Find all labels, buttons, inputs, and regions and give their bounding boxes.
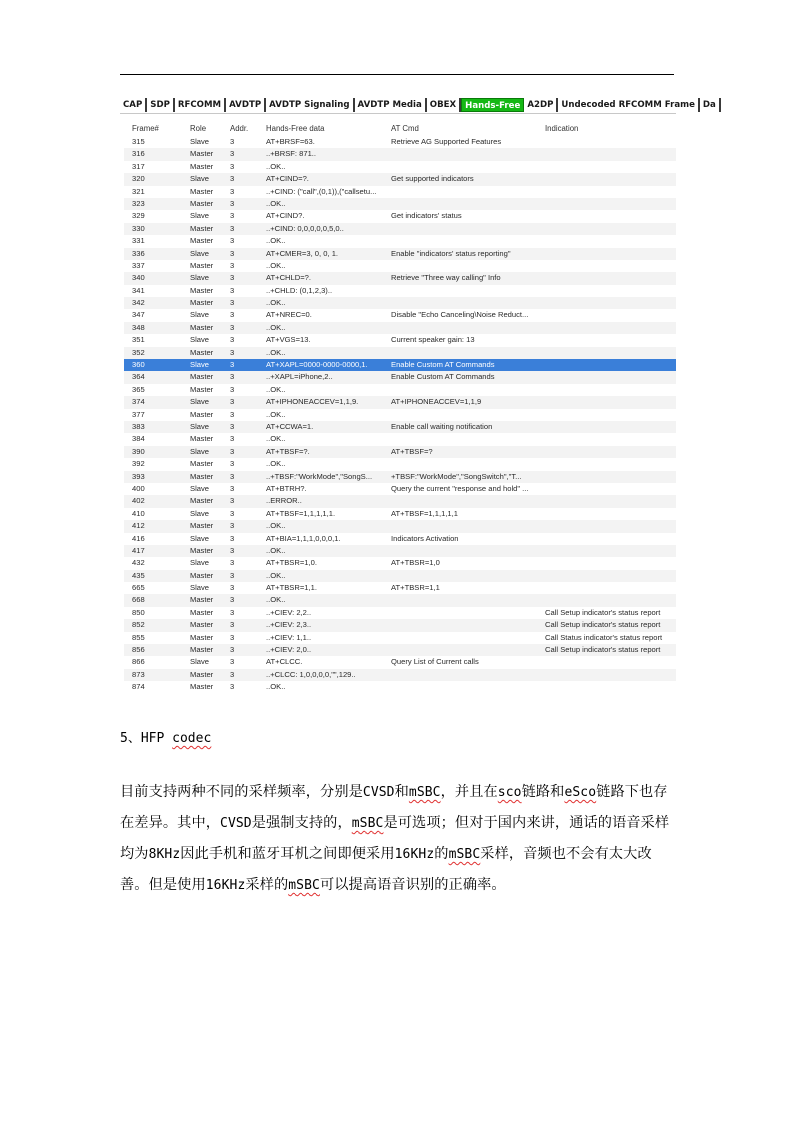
frame-cell: 416 [132, 533, 145, 543]
term-msbc: mSBC [408, 785, 441, 800]
frame-cell: 365 [132, 384, 145, 394]
at-cmd-cell: Get supported indicators [391, 174, 474, 184]
role-cell: Master [190, 347, 214, 357]
role-cell: Master [190, 545, 214, 555]
frame-cell: 874 [132, 682, 145, 692]
hands-free-data-cell: AT+CHLD=?. [266, 273, 312, 283]
addr-cell: 3 [230, 496, 235, 506]
page-header-rule [120, 74, 674, 75]
hands-free-data-cell: ..OK.. [266, 161, 286, 171]
role-cell: Slave [190, 174, 209, 184]
addr-cell: 3 [230, 335, 235, 345]
addr-cell: 3 [230, 459, 235, 469]
addr-cell: 3 [230, 409, 235, 419]
addr-cell: 3 [230, 521, 235, 531]
table-row[interactable] [124, 495, 676, 507]
role-cell: Master [190, 632, 214, 642]
table-row[interactable] [124, 148, 676, 160]
role-cell: Master [190, 434, 214, 444]
tab-cap[interactable]: CAP [120, 98, 147, 112]
addr-cell: 3 [230, 285, 235, 295]
table-row[interactable] [124, 210, 676, 222]
role-cell: Master [190, 570, 214, 580]
addr-cell: 3 [230, 669, 235, 679]
table-row[interactable] [124, 161, 676, 173]
frame-cell: 417 [132, 545, 145, 555]
role-cell: Master [190, 669, 214, 679]
frame-cell: 402 [132, 496, 145, 506]
addr-cell: 3 [230, 558, 235, 568]
hands-free-data-cell: ..OK.. [266, 570, 286, 580]
term-16khz: 16KHz [205, 878, 246, 893]
addr-cell: 3 [230, 198, 235, 208]
hands-free-data-cell: ..OK.. [266, 521, 286, 531]
hands-free-data-cell: AT+VGS=13. [266, 335, 311, 345]
addr-cell: 3 [230, 483, 235, 493]
text-run: 采样，音频也不会有太大改善。但是使用 [120, 846, 652, 893]
column-header-frame[interactable]: Frame# [132, 124, 159, 133]
table-row[interactable] [124, 371, 676, 383]
frame-cell: 351 [132, 335, 145, 345]
heading-number: 5、HFP [120, 731, 173, 746]
role-cell: Master [190, 322, 214, 332]
hands-free-data-cell: ..+CIEV: 2,0.. [266, 645, 312, 655]
hands-free-data-cell: ..OK.. [266, 198, 286, 208]
table-row[interactable] [124, 272, 676, 284]
frame-cell: 330 [132, 223, 145, 233]
role-cell: Master [190, 409, 214, 419]
table-row[interactable] [124, 483, 676, 495]
table-row[interactable] [124, 136, 676, 148]
addr-cell: 3 [230, 595, 235, 605]
hands-free-data-cell: ..OK.. [266, 322, 286, 332]
indication-cell: Call Setup indicator's status report [545, 645, 661, 655]
term-esco: eSco [564, 785, 597, 800]
hands-free-data-cell: ..+TBSF:"WorkMode","SongS... [266, 471, 373, 481]
tab-avdtp-signaling[interactable]: AVDTP Signaling [266, 98, 354, 112]
frame-cell: 336 [132, 248, 145, 258]
role-cell: Slave [190, 421, 209, 431]
role-cell: Master [190, 372, 214, 382]
hands-free-data-cell: ..OK.. [266, 409, 286, 419]
role-cell: Master [190, 496, 214, 506]
at-cmd-cell: AT+TBSR=1,1 [391, 583, 440, 593]
table-row[interactable] [124, 607, 676, 619]
addr-cell: 3 [230, 372, 235, 382]
hands-free-data-cell: AT+NREC=0. [266, 310, 312, 320]
text-run: 采样的 [245, 877, 289, 893]
addr-cell: 3 [230, 322, 235, 332]
role-cell: Slave [190, 137, 209, 146]
role-cell: Slave [190, 310, 209, 320]
frame-cell: 432 [132, 558, 145, 568]
table-row[interactable] [124, 545, 676, 557]
frame-cell: 384 [132, 434, 145, 444]
role-cell: Slave [190, 533, 209, 543]
frame-cell: 850 [132, 607, 145, 617]
frame-cell: 873 [132, 669, 145, 679]
table-row[interactable] [124, 656, 676, 668]
frame-cell: 315 [132, 137, 145, 146]
table-row[interactable] [124, 235, 676, 247]
at-cmd-cell: Get indicators' status [391, 211, 462, 221]
addr-cell: 3 [230, 446, 235, 456]
table-row[interactable] [124, 433, 676, 445]
frame-cell: 393 [132, 471, 145, 481]
frame-cell: 668 [132, 595, 145, 605]
term-16khz: 16KHz [394, 847, 435, 862]
role-cell: Slave [190, 360, 209, 370]
term-msbc: mSBC [448, 847, 481, 862]
hands-free-data-cell: ..OK.. [266, 236, 286, 246]
protocol-tab-bar [120, 98, 716, 114]
role-cell: Master [190, 161, 214, 171]
hands-free-data-cell: AT+CCWA=1. [266, 421, 314, 431]
at-cmd-cell: Enable "indicators' status reporting" [391, 248, 511, 258]
table-row[interactable] [124, 384, 676, 396]
role-cell: Slave [190, 583, 209, 593]
frame-cell: 665 [132, 583, 145, 593]
addr-cell: 3 [230, 211, 235, 221]
at-cmd-cell: Query List of Current calls [391, 657, 479, 667]
tab-rfcomm[interactable]: RFCOMM [175, 98, 226, 112]
addr-cell: 3 [230, 533, 235, 543]
addr-cell: 3 [230, 570, 235, 580]
addr-cell: 3 [230, 620, 235, 630]
frame-cell: 342 [132, 298, 145, 308]
table-row[interactable] [124, 396, 676, 408]
table-row[interactable] [124, 669, 676, 681]
role-cell: Master [190, 149, 214, 159]
table-row[interactable] [124, 223, 676, 235]
hands-free-data-cell: AT+CLCC. [266, 657, 303, 667]
role-cell: Slave [190, 446, 209, 456]
hands-free-data-cell: ..+XAPL=iPhone,2.. [266, 372, 333, 382]
hands-free-data-cell: AT+TBSR=1,1. [266, 583, 317, 593]
column-header-indication[interactable]: Indication [545, 124, 579, 133]
tab-a2dp[interactable]: A2DP [524, 98, 558, 112]
table-row[interactable] [124, 173, 676, 185]
column-header-role[interactable]: Role [190, 124, 207, 133]
text-run: 和 [394, 784, 409, 800]
frame-cell: 866 [132, 657, 145, 667]
table-row[interactable] [124, 632, 676, 644]
addr-cell: 3 [230, 545, 235, 555]
addr-cell: 3 [230, 236, 235, 246]
table-row[interactable] [124, 508, 676, 520]
column-header-addr[interactable]: Addr. [230, 124, 249, 133]
hands-free-data-cell: ..OK.. [266, 260, 286, 270]
frame-cell: 400 [132, 483, 145, 493]
addr-cell: 3 [230, 174, 235, 184]
tab-avdtp-media[interactable]: AVDTP Media [355, 98, 427, 112]
text-run: 目前支持两种不同的采样频率，分别是 [120, 784, 363, 800]
hands-free-data-cell: ..OK.. [266, 384, 286, 394]
tab-undecoded-rfcomm-frame[interactable]: Undecoded RFCOMM Frame [558, 98, 700, 112]
term-cvsd: CVSD [362, 785, 395, 800]
heading-codec-word: codec [172, 731, 212, 746]
table-header-row [124, 122, 676, 136]
addr-cell: 3 [230, 583, 235, 593]
hands-free-data-cell: AT+BRSF=63. [266, 137, 315, 146]
addr-cell: 3 [230, 260, 235, 270]
tab-avdtp[interactable]: AVDTP [226, 98, 266, 112]
frame-cell: 855 [132, 632, 145, 642]
at-cmd-cell: Indicators Activation [391, 533, 459, 543]
frame-cell: 347 [132, 310, 145, 320]
addr-cell: 3 [230, 384, 235, 394]
at-cmd-cell: Query the current "response and hold" ... [391, 483, 529, 493]
addr-cell: 3 [230, 149, 235, 159]
hands-free-data-cell: ..+CHLD: (0,1,2,3).. [266, 285, 333, 295]
hands-free-data-cell: AT+CIND?. [266, 211, 305, 221]
role-cell: Slave [190, 657, 209, 667]
table-row[interactable] [124, 186, 676, 198]
role-cell: Master [190, 260, 214, 270]
table-row[interactable] [124, 421, 676, 433]
hands-free-data-cell: ..OK.. [266, 545, 286, 555]
addr-cell: 3 [230, 471, 235, 481]
frame-cell: 360 [132, 360, 145, 370]
text-run: 是可选项；但对于国内来讲，通话的语音采样均为 [120, 815, 670, 862]
tab-hands-free[interactable]: Hands-Free [461, 98, 524, 112]
table-row[interactable] [124, 309, 676, 321]
addr-cell: 3 [230, 310, 235, 320]
table-row[interactable] [124, 644, 676, 656]
hands-free-data-cell: AT+XAPL=0000-0000-0000,1. [266, 360, 368, 370]
table-row[interactable] [124, 322, 676, 334]
at-cmd-cell: AT+IPHONEACCEV=1,1,9 [391, 397, 482, 407]
table-row[interactable] [124, 409, 676, 421]
hands-free-data-cell: ..OK.. [266, 459, 286, 469]
table-row[interactable] [124, 557, 676, 569]
role-cell: Slave [190, 335, 209, 345]
text-run: 链路下也存在差异。其中， [120, 784, 668, 831]
addr-cell: 3 [230, 632, 235, 642]
frame-cell: 392 [132, 459, 145, 469]
text-run: 是强制支持的， [251, 815, 352, 831]
role-cell: Master [190, 198, 214, 208]
frame-cell: 383 [132, 421, 145, 431]
frame-cell: 374 [132, 397, 145, 407]
table-row[interactable] [124, 570, 676, 582]
role-cell: Slave [190, 397, 209, 407]
hands-free-data-cell: ..OK.. [266, 682, 286, 692]
role-cell: Master [190, 384, 214, 394]
at-cmd-cell: +TBSF:"WorkMode","SongSwitch","T... [391, 471, 522, 481]
table-row[interactable] [124, 471, 676, 483]
hands-free-data-cell: AT+TBSF=1,1,1,1,1. [266, 508, 336, 518]
frame-cell: 390 [132, 446, 145, 456]
hands-free-data-cell: ..+CLCC: 1,0,0,0,0,"",129.. [266, 669, 356, 679]
role-cell: Slave [190, 248, 209, 258]
hands-free-data-cell: ..OK.. [266, 298, 286, 308]
indication-cell: Call Status indicator's status report [545, 632, 663, 642]
column-header-at-cmd[interactable]: AT Cmd [391, 124, 419, 133]
addr-cell: 3 [230, 397, 235, 407]
frame-cell: 341 [132, 285, 145, 295]
table-row[interactable] [124, 359, 676, 371]
at-cmd-cell: AT+TBSR=1,0 [391, 558, 440, 568]
role-cell: Master [190, 595, 214, 605]
hands-free-data-cell: AT+TBSR=1,0. [266, 558, 317, 568]
at-cmd-cell: Disable "Echo Canceling\Noise Reduct... [391, 310, 529, 320]
frame-cell: 377 [132, 409, 145, 419]
at-cmd-cell: Retrieve "Three way calling" Info [391, 273, 501, 283]
indication-cell: Call Setup indicator's status report [545, 607, 661, 617]
frame-cell: 316 [132, 149, 145, 159]
role-cell: Slave [190, 273, 209, 283]
addr-cell: 3 [230, 248, 235, 258]
role-cell: Master [190, 186, 214, 196]
tab-da[interactable]: Da [700, 98, 721, 112]
addr-cell: 3 [230, 645, 235, 655]
frame-cell: 329 [132, 211, 145, 221]
table-row[interactable] [124, 619, 676, 631]
frame-cell: 348 [132, 322, 145, 332]
hands-free-data-cell: ..+CIEV: 1,1.. [266, 632, 312, 642]
at-cmd-cell: Current speaker gain: 13 [391, 335, 475, 345]
table-row[interactable] [124, 297, 676, 309]
frame-cell: 323 [132, 198, 145, 208]
frame-cell: 320 [132, 174, 145, 184]
hands-free-data-cell: ..+CIND: ("call",(0,1)),("callsetu... [266, 186, 377, 196]
table-row[interactable] [124, 533, 676, 545]
hands-free-data-cell: AT+CMER=3, 0, 0, 1. [266, 248, 339, 258]
addr-cell: 3 [230, 682, 235, 692]
table-row[interactable] [124, 198, 676, 210]
role-cell: Master [190, 607, 214, 617]
role-cell: Slave [190, 558, 209, 568]
screenshot-figure [120, 98, 716, 698]
hands-free-data-cell: AT+BIA=1,1,1,0,0,0,1. [266, 533, 341, 543]
at-cmd-cell: Enable Custom AT Commands [391, 372, 495, 382]
hands-free-data-cell: ..+CIEV: 2,2.. [266, 607, 312, 617]
addr-cell: 3 [230, 347, 235, 357]
hands-free-frame-table [124, 122, 676, 694]
table-row[interactable] [124, 334, 676, 346]
table-row[interactable] [124, 681, 676, 693]
at-cmd-cell: Enable Custom AT Commands [391, 360, 495, 370]
role-cell: Master [190, 236, 214, 246]
table-row[interactable] [124, 520, 676, 532]
addr-cell: 3 [230, 657, 235, 667]
addr-cell: 3 [230, 273, 235, 283]
role-cell: Master [190, 521, 214, 531]
table-row[interactable] [124, 594, 676, 606]
table-row[interactable] [124, 582, 676, 594]
text-run: ，并且在 [440, 784, 498, 800]
frame-cell: 331 [132, 236, 145, 246]
frame-cell: 852 [132, 620, 145, 630]
frame-cell: 340 [132, 273, 145, 283]
text-run: 链路和 [521, 784, 565, 800]
addr-cell: 3 [230, 223, 235, 233]
tab-obex[interactable]: OBEX [427, 98, 461, 112]
frame-cell: 410 [132, 508, 145, 518]
hands-free-data-cell: ..OK.. [266, 347, 286, 357]
role-cell: Slave [190, 211, 209, 221]
frame-cell: 364 [132, 372, 145, 382]
role-cell: Slave [190, 508, 209, 518]
frame-cell: 435 [132, 570, 145, 580]
hands-free-data-cell: AT+IPHONEACCEV=1,1,9. [266, 397, 359, 407]
addr-cell: 3 [230, 434, 235, 444]
table-row[interactable] [124, 285, 676, 297]
hands-free-data-cell: ..+CIND: 0,0,0,0,0,5,0.. [266, 223, 344, 233]
hands-free-data-cell: ..ERROR.. [266, 496, 302, 506]
at-cmd-cell: Enable call waiting notification [391, 421, 493, 431]
addr-cell: 3 [230, 421, 235, 431]
hands-free-data-cell: AT+CIND=?. [266, 174, 309, 184]
table-row[interactable] [124, 248, 676, 260]
indication-cell: Call Setup indicator's status report [545, 620, 661, 630]
hands-free-data-cell: ..+CIEV: 2,3.. [266, 620, 312, 630]
role-cell: Master [190, 682, 214, 692]
at-cmd-cell: Retrieve AG Supported Features [391, 137, 502, 146]
frame-cell: 337 [132, 260, 145, 270]
hands-free-data-cell: ..OK.. [266, 595, 286, 605]
hands-free-data-cell: AT+BTRH?. [266, 483, 307, 493]
term-8khz: 8KHz [148, 847, 181, 862]
text-run: 可以提高语音识别的正确率。 [319, 877, 506, 893]
body-paragraph [120, 777, 676, 901]
term-msbc: mSBC [351, 816, 384, 831]
role-cell: Master [190, 285, 214, 295]
text-run: 因此手机和蓝牙耳机之间即便采用 [180, 846, 395, 862]
role-cell: Master [190, 620, 214, 630]
role-cell: Slave [190, 483, 209, 493]
frame-cell: 856 [132, 645, 145, 655]
table-row[interactable] [124, 446, 676, 458]
addr-cell: 3 [230, 360, 235, 370]
addr-cell: 3 [230, 161, 235, 171]
frame-cell: 317 [132, 161, 145, 171]
frame-cell: 321 [132, 186, 145, 196]
role-cell: Master [190, 298, 214, 308]
term-msbc: mSBC [288, 878, 320, 893]
addr-cell: 3 [230, 298, 235, 308]
hands-free-data-cell: AT+TBSF=?. [266, 446, 310, 456]
section-heading [120, 727, 211, 746]
at-cmd-cell: AT+TBSF=? [391, 446, 433, 456]
column-header-hands-free-data[interactable]: Hands-Free data [266, 124, 325, 133]
role-cell: Master [190, 645, 214, 655]
table-row[interactable] [124, 260, 676, 272]
addr-cell: 3 [230, 186, 235, 196]
role-cell: Master [190, 459, 214, 469]
table-row[interactable] [124, 347, 676, 359]
text-run: 的 [434, 846, 449, 862]
frame-cell: 352 [132, 347, 145, 357]
role-cell: Master [190, 471, 214, 481]
term-sco: sco [497, 785, 522, 800]
tab-sdp[interactable]: SDP [147, 98, 175, 112]
table-row[interactable] [124, 458, 676, 470]
addr-cell: 3 [230, 607, 235, 617]
at-cmd-cell: AT+TBSF=1,1,1,1,1 [391, 508, 458, 518]
frame-cell: 412 [132, 521, 145, 531]
hands-free-data-cell: ..+BRSF: 871.. [266, 149, 317, 159]
role-cell: Master [190, 223, 214, 233]
addr-cell: 3 [230, 137, 235, 146]
addr-cell: 3 [230, 508, 235, 518]
hands-free-data-cell: ..OK.. [266, 434, 286, 444]
term-cvsd: CVSD [220, 816, 252, 831]
